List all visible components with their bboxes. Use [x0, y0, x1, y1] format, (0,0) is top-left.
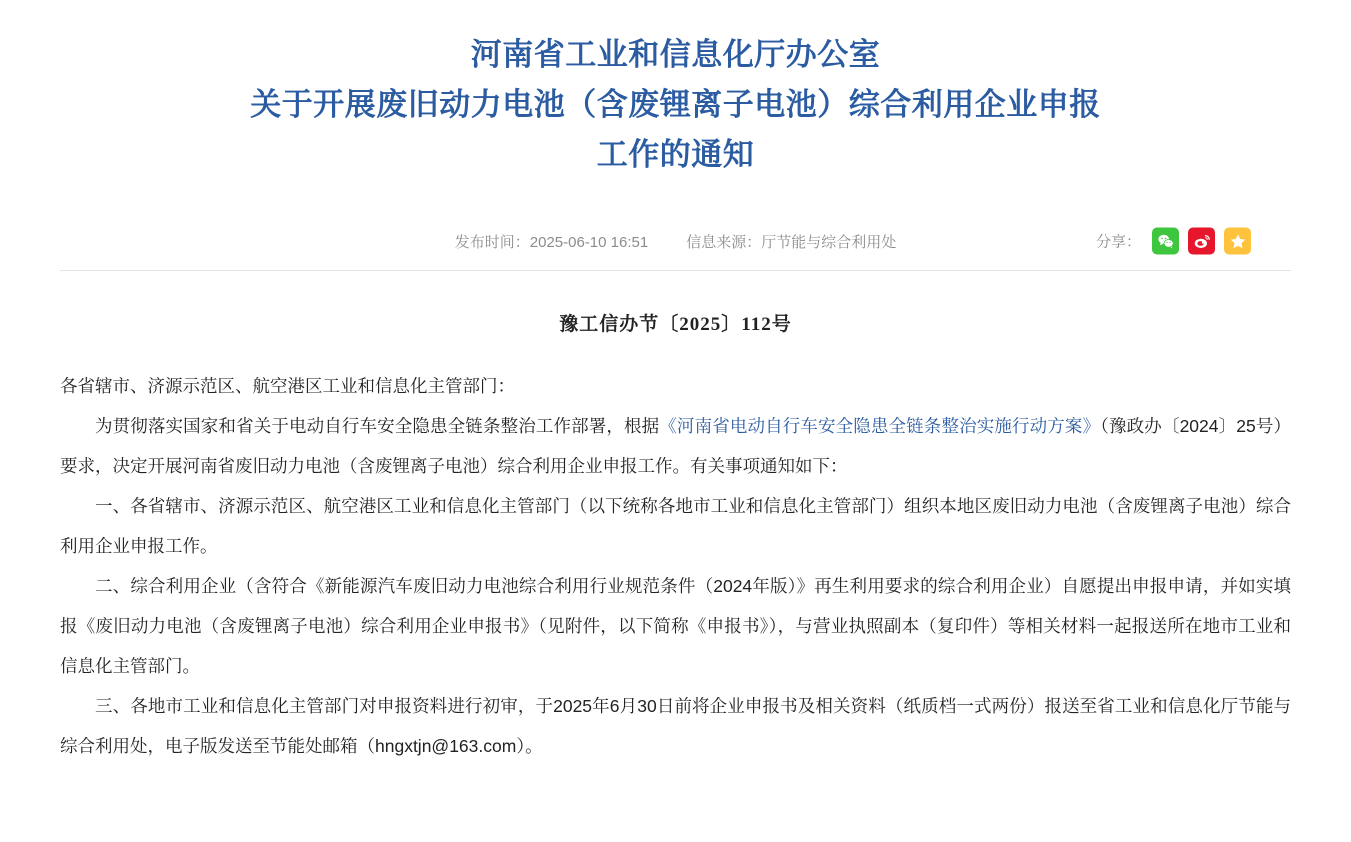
article-title: [0, 0, 1351, 180]
intro-paragraph: [60, 406, 1291, 486]
policy-document-link[interactable]: 《河南省电动自行车安全隐患全链条整治实施行动方案》: [659, 416, 1101, 436]
article-body: [60, 366, 1291, 766]
body-paragraph-3: 三、各地市工业和信息化主管部门对申报资料进行初审，于2025年6月30日前将企业申报书及相关资料（纸质档一式两份）报送至省工业和信息化厅节能与综合利用处，电子版发送至节能处邮箱（hngxtjn@163.com）。: [60, 696, 1291, 756]
page-title-line-2: 关于开展废旧动力电池（含废锂离子电池）综合利用企业申报: [250, 87, 1101, 122]
intro-text-part-2: （豫政办〔2024〕25号）要求，决定开展河南省废旧动力电池（含废锂离子电池）综合利用企业申报工作。有关事项通知如下：: [60, 416, 1292, 476]
body-paragraph-2: 二、综合利用企业（含符合《新能源汽车废旧动力电池综合利用行业规范条件（2024年版）》再生利用要求的综合利用企业）自愿提出申报申请，并如实填报《废旧动力电池（含废锂离子电池）综合利用企业申报书》（见附件，以下简称《申报书》），与营业执照副本（复印件）等相关材料一起报送所在地市工业和信息化主管部门。: [60, 576, 1291, 676]
body-paragraph-1: 一、各省辖市、济源示范区、航空港区工业和信息化主管部门（以下统称各地市工业和信息化主管部门）组织本地区废旧动力电池（含废锂离子电池）综合利用企业申报工作。: [60, 496, 1291, 556]
share-label: 分享：: [1095, 233, 1141, 251]
publish-time-value: 2025-06-10 16:51: [529, 233, 649, 251]
info-source-value: 厅节能与综合利用处: [761, 233, 897, 251]
share-group: [1096, 228, 1251, 255]
info-source: [686, 231, 896, 252]
publish-time: [455, 231, 648, 252]
info-source-label: 信息来源：: [686, 233, 762, 251]
page-title-line-1: 河南省工业和信息化厅办公室: [470, 37, 881, 72]
article-meta-bar: [60, 212, 1291, 271]
wechat-share-icon[interactable]: [1152, 228, 1179, 255]
document-number: 豫工信办节〔2025〕112号: [559, 314, 792, 335]
page-title-line-3: 工作的通知: [596, 137, 755, 172]
meta-info-group: [455, 231, 896, 252]
publish-time-label: 发布时间：: [454, 233, 530, 251]
weibo-share-icon[interactable]: [1188, 228, 1215, 255]
qzone-share-icon[interactable]: [1224, 228, 1251, 255]
salutation-paragraph: 各省辖市、济源示范区、航空港区工业和信息化主管部门：: [60, 376, 515, 396]
intro-text-part-1: 为贯彻落实国家和省关于电动自行车安全隐患全链条整治工作部署，根据: [95, 416, 660, 436]
